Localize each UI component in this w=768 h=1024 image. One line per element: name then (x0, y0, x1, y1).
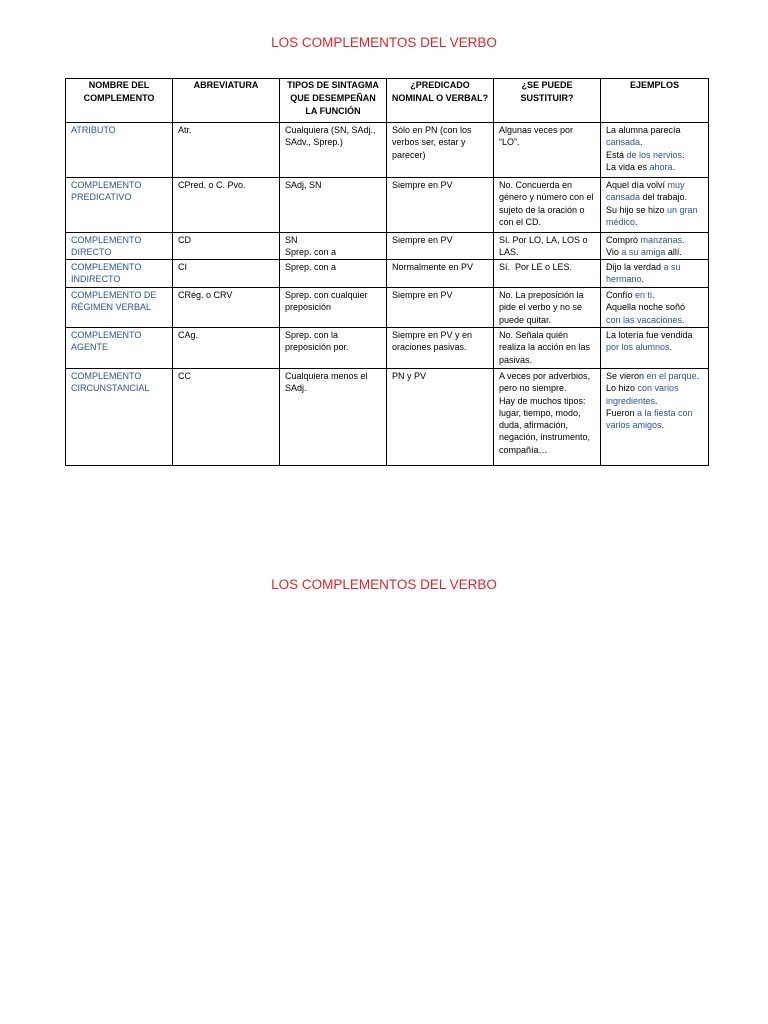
page-title-repeat: LOS COMPLEMENTOS DEL VERBO (271, 577, 497, 592)
table-header-row (66, 79, 709, 123)
table-row (66, 260, 709, 288)
complement-phrase-types: Cualquiera menos el SAdj. (280, 369, 387, 466)
example-text: La alumna parecía (606, 125, 684, 135)
example-text: Vio (606, 247, 622, 258)
complement-abbreviation: Atr. (173, 123, 280, 178)
complement-examples (601, 260, 709, 288)
complement-phrase-types: Sprep. con la preposición por. (280, 328, 387, 369)
complement-examples (601, 178, 709, 233)
example-highlight: de los nervios (626, 149, 683, 160)
example-highlight: a su amiga (621, 247, 666, 258)
example-sentence (606, 289, 702, 301)
example-text: Dijo la verdad (606, 262, 664, 272)
header-abbreviation: ABREVIATURA (173, 79, 280, 123)
complement-abbreviation: CRég. o CRV (173, 288, 280, 328)
example-text: . (682, 314, 685, 325)
complement-examples (601, 288, 709, 328)
example-sentence (606, 370, 702, 382)
example-text: La lotería fue vendida (606, 330, 696, 340)
complement-name: COMPLEMENTO CIRCUNSTANCIAL (66, 369, 173, 466)
example-text: La vida es (606, 161, 650, 172)
complement-name: COMPLEMENTO AGENTE (66, 328, 173, 369)
example-highlight: por los alumnos (606, 342, 670, 353)
complement-abbreviation: CC (173, 369, 280, 466)
complement-abbreviation: CPred. o C. Pvo. (173, 178, 280, 233)
complement-name: COMPLEMENTO PREDICATIVO (66, 178, 173, 233)
header-examples: EJEMPLOS (601, 79, 709, 123)
complement-predicate: Siempre en PV (387, 178, 494, 233)
example-sentence (606, 246, 702, 258)
complement-predicate: Siempre en PV y en oraciones pasivas. (387, 328, 494, 369)
complement-phrase-types: SAdj, SN (280, 178, 387, 233)
example-text: . (672, 161, 676, 172)
header-phrase-types: TIPOS DE SINTAGMA QUE DESEMPEÑAN LA FUNCIÓN (280, 79, 387, 123)
complement-phrase-types: SN Sprep. con a (280, 233, 387, 260)
example-highlight: manzanas (640, 235, 683, 245)
example-text: allí. (665, 247, 682, 258)
complement-predicate: Normalmente en PV (387, 260, 494, 288)
table-row (66, 288, 709, 328)
complement-phrase-types: Sprep. con a (280, 260, 387, 288)
example-sentence (606, 161, 702, 173)
example-text: . (640, 137, 643, 148)
example-text: Fueron (606, 407, 638, 418)
example-text: . (652, 290, 655, 300)
table-row (66, 178, 709, 233)
example-sentence (606, 261, 702, 286)
example-highlight: ahora (649, 161, 673, 172)
example-sentence (606, 234, 702, 246)
example-text: Su hijo se hizo (606, 204, 668, 215)
example-text: . (669, 342, 673, 353)
complement-substitution: A veces por adverbios, pero no siempre. Hay de muchos tipos: lugar, tiempo, modo, duda, afirmación, negación, instrumento, compañía… (494, 369, 601, 466)
complement-predicate: Sólo en PN (con los verbos ser, estar y parecer) (387, 123, 494, 178)
complement-name: COMPLEMENTO DE RÉGIMEN VERBAL (66, 288, 173, 328)
example-highlight: a la fiesta con varios amigos (606, 407, 696, 431)
example-highlight: muy cansada (606, 180, 688, 203)
example-text: Lo hizo (606, 383, 638, 394)
complement-predicate: PN y PV (387, 369, 494, 466)
example-sentence (606, 149, 702, 161)
example-text: . (655, 395, 658, 406)
example-sentence (606, 179, 702, 204)
complement-phrase-types: Cualquiera (SN, SAdj., SAdv., Sprep.) (280, 123, 387, 178)
example-highlight: con varios ingredientes (606, 383, 682, 406)
header-substitution: ¿SE PUEDE SUSTITUIR? (494, 79, 601, 123)
table-row (66, 369, 709, 466)
example-sentence (606, 407, 702, 432)
header-predicate: ¿PREDICADO NOMINAL O VERBAL? (387, 79, 494, 123)
complement-substitution: Sí. Por LE o LES. (494, 260, 601, 288)
complement-phrase-types: Sprep. con cualquier preposición (280, 288, 387, 328)
example-text: . (661, 420, 665, 431)
complement-predicate: Siempre en PV (387, 288, 494, 328)
example-sentence (606, 124, 702, 149)
complement-substitution: Sí. Por LO, LA, LOS o LAS. (494, 233, 601, 260)
example-highlight: con las vacaciones (606, 314, 683, 325)
complement-abbreviation: CI (173, 260, 280, 288)
example-text: . (696, 371, 700, 381)
complement-examples (601, 328, 709, 369)
example-text: Confío (606, 290, 636, 300)
example-text: Compró (606, 235, 641, 245)
example-text: . (682, 149, 685, 160)
table-row (66, 123, 709, 178)
header-name: NOMBRE DEL COMPLEMENTO (66, 79, 173, 123)
complement-abbreviation: CAg. (173, 328, 280, 369)
example-highlight: un gran médico (606, 204, 701, 227)
example-text: . (635, 216, 638, 227)
example-text: del trabajo. (640, 192, 688, 203)
complement-predicate: Siempre en PV (387, 233, 494, 260)
example-text: Aquel día volví (606, 180, 668, 190)
table-row (66, 328, 709, 369)
example-highlight: en el parque (646, 371, 697, 381)
complement-name: COMPLEMENTO DIRECTO (66, 233, 173, 260)
example-highlight: en ti (635, 290, 653, 300)
page-title: LOS COMPLEMENTOS DEL VERBO (271, 35, 497, 50)
complement-examples (601, 369, 709, 466)
complement-substitution: No. Señala quién realiza la acción en las pasivas. (494, 328, 601, 369)
example-sentence (606, 204, 702, 229)
example-text: Está (606, 149, 627, 160)
complements-table (65, 78, 709, 466)
table-row (66, 233, 709, 260)
complement-name: COMPLEMENTO INDIRECTO (66, 260, 173, 288)
complement-examples (601, 233, 709, 260)
example-highlight: cansada (606, 137, 641, 148)
complement-examples (601, 123, 709, 178)
example-highlight: a su hermano (606, 262, 684, 285)
example-sentence (606, 301, 702, 326)
example-sentence (606, 329, 702, 354)
complement-substitution: No. Concuerda en género y número con el sujeto de la oración o con el CD. (494, 178, 601, 233)
example-text: Se vieron (606, 371, 647, 381)
example-text: Aquella noche soñó (606, 302, 688, 313)
complement-name: ATRIBUTO (66, 123, 173, 178)
complement-abbreviation: CD (173, 233, 280, 260)
example-sentence (606, 382, 702, 407)
example-text: . (641, 274, 645, 285)
example-text: . (682, 235, 685, 245)
complement-substitution: No. La preposición la pide el verbo y no se puede quitar. (494, 288, 601, 328)
complement-substitution: Algunas veces por “LO”. (494, 123, 601, 178)
